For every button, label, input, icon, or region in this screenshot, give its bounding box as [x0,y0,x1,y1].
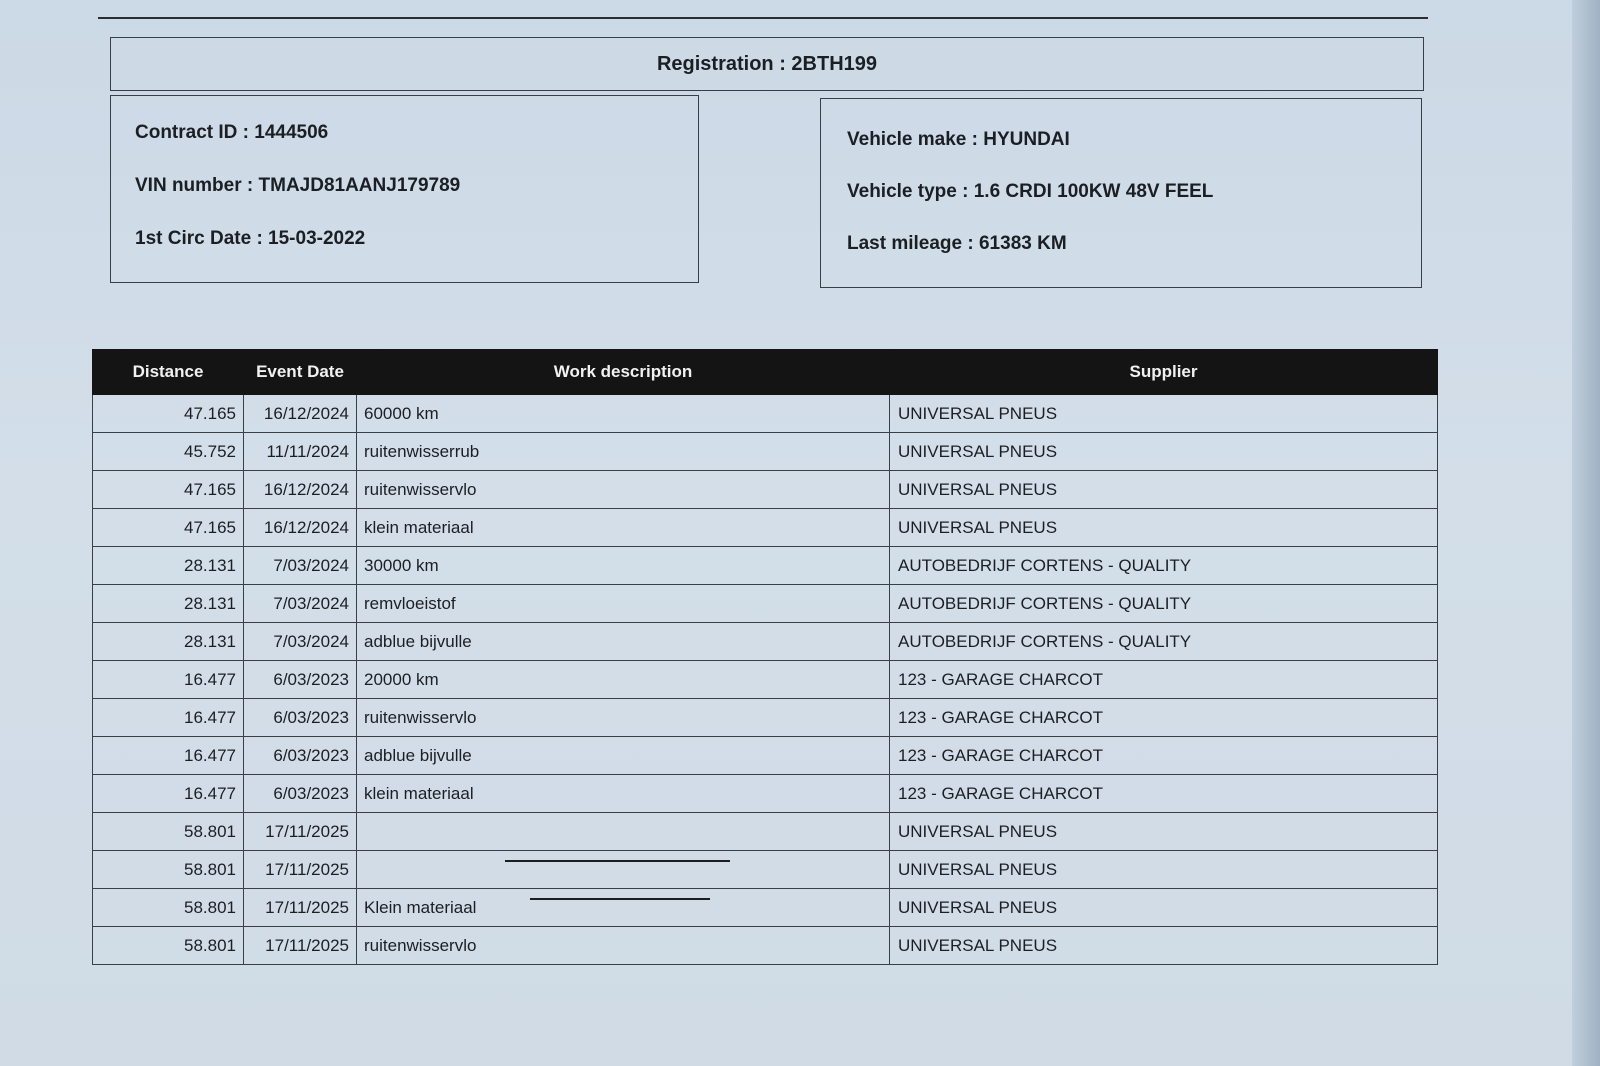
cell-supplier: AUTOBEDRIJF CORTENS - QUALITY [890,547,1438,585]
cell-work-description: ruitenwisservlo [357,699,890,737]
cell-supplier: UNIVERSAL PNEUS [890,471,1438,509]
table-row [93,699,1438,737]
table-row [93,395,1438,433]
cell-distance: 28.131 [93,547,244,585]
cell-event-date: 6/03/2023 [244,699,357,737]
vehicle-make: Vehicle make : HYUNDAI [847,129,1070,150]
cell-supplier: UNIVERSAL PNEUS [890,813,1438,851]
redaction-stroke [505,860,730,862]
cell-distance: 47.165 [93,509,244,547]
table-row [93,775,1438,813]
table-row [93,433,1438,471]
redaction-stroke [530,898,710,900]
cell-supplier: 123 - GARAGE CHARCOT [890,737,1438,775]
cell-event-date: 17/11/2025 [244,927,357,965]
table-body [93,395,1438,965]
cell-work-description [357,851,890,889]
cell-work-description [357,813,890,851]
cell-work-description: Klein materiaal [357,889,890,927]
cell-event-date: 17/11/2025 [244,851,357,889]
cell-event-date: 7/03/2024 [244,623,357,661]
cell-supplier: UNIVERSAL PNEUS [890,433,1438,471]
cell-supplier: UNIVERSAL PNEUS [890,889,1438,927]
contract-id: Contract ID : 1444506 [135,122,329,143]
cell-distance: 16.477 [93,699,244,737]
registration-text: Registration : 2BTH199 [656,52,878,75]
cell-work-description: ruitenwisservlo [357,471,890,509]
table-header-row [93,350,1438,395]
contract-info-box [110,95,699,283]
cell-supplier: AUTOBEDRIJF CORTENS - QUALITY [890,585,1438,623]
table-row [93,813,1438,851]
cell-event-date: 16/12/2024 [244,509,357,547]
cell-distance: 16.477 [93,661,244,699]
table-row [93,509,1438,547]
cell-work-description: ruitenwisservlo [357,927,890,965]
cell-supplier: AUTOBEDRIJF CORTENS - QUALITY [890,623,1438,661]
paper-edge-shadow [1572,0,1600,1066]
table-row [93,889,1438,927]
table-row [93,661,1438,699]
registration-box [110,37,1424,91]
vehicle-info-box [820,98,1422,288]
cell-event-date: 11/11/2024 [244,433,357,471]
maintenance-table [92,349,1438,965]
cell-supplier: 123 - GARAGE CHARCOT [890,699,1438,737]
table-row [93,471,1438,509]
cell-work-description: 60000 km [357,395,890,433]
vehicle-type: Vehicle type : 1.6 CRDI 100KW 48V FEEL [847,181,1214,202]
cell-event-date: 7/03/2024 [244,585,357,623]
table-row [93,927,1438,965]
cell-distance: 58.801 [93,851,244,889]
cell-distance: 58.801 [93,813,244,851]
cell-distance: 28.131 [93,623,244,661]
top-rule [98,17,1428,19]
column-header-supplier: Supplier [890,350,1438,395]
cell-event-date: 16/12/2024 [244,395,357,433]
cell-work-description: ruitenwisserrub [357,433,890,471]
cell-work-description: adblue bijvulle [357,623,890,661]
cell-distance: 47.165 [93,395,244,433]
cell-work-description: 30000 km [357,547,890,585]
cell-event-date: 16/12/2024 [244,471,357,509]
table-row [93,585,1438,623]
cell-supplier: UNIVERSAL PNEUS [890,927,1438,965]
column-header-event-date: Event Date [244,350,357,395]
cell-event-date: 6/03/2023 [244,737,357,775]
cell-event-date: 6/03/2023 [244,775,357,813]
cell-distance: 47.165 [93,471,244,509]
column-header-distance: Distance [93,350,244,395]
cell-work-description: klein materiaal [357,775,890,813]
cell-event-date: 6/03/2023 [244,661,357,699]
cell-supplier: UNIVERSAL PNEUS [890,851,1438,889]
cell-supplier: UNIVERSAL PNEUS [890,509,1438,547]
cell-distance: 16.477 [93,775,244,813]
cell-supplier: UNIVERSAL PNEUS [890,395,1438,433]
cell-supplier: 123 - GARAGE CHARCOT [890,661,1438,699]
cell-event-date: 17/11/2025 [244,813,357,851]
cell-distance: 16.477 [93,737,244,775]
cell-work-description: 20000 km [357,661,890,699]
cell-distance: 45.752 [93,433,244,471]
cell-work-description: remvloeistof [357,585,890,623]
table-row [93,547,1438,585]
table-row [93,737,1438,775]
table-row [93,851,1438,889]
table-row [93,623,1438,661]
cell-supplier: 123 - GARAGE CHARCOT [890,775,1438,813]
vin-number: VIN number : TMAJD81AANJ179789 [135,175,461,196]
cell-work-description: klein materiaal [357,509,890,547]
column-header-work-description: Work description [357,350,890,395]
cell-distance: 28.131 [93,585,244,623]
cell-distance: 58.801 [93,927,244,965]
cell-event-date: 17/11/2025 [244,889,357,927]
cell-event-date: 7/03/2024 [244,547,357,585]
first-circ-date: 1st Circ Date : 15-03-2022 [135,228,366,249]
last-mileage: Last mileage : 61383 KM [847,233,1067,254]
cell-work-description: adblue bijvulle [357,737,890,775]
cell-distance: 58.801 [93,889,244,927]
